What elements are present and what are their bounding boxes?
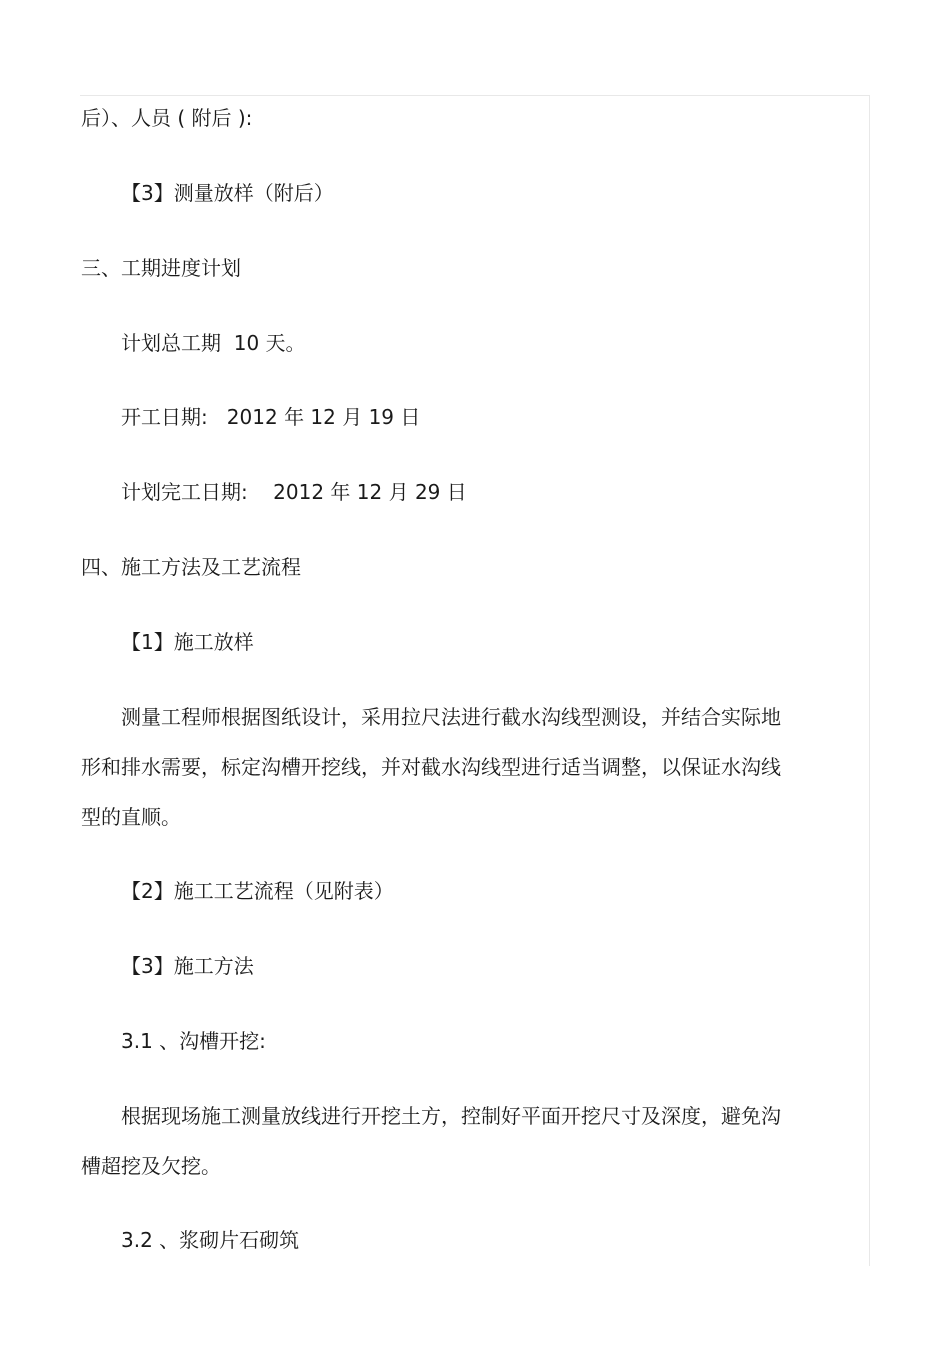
subsection-heading: 【1】施工放样 bbox=[121, 630, 254, 654]
paragraph-line: 形和排水需要，标定沟槽开挖线，并对截水沟线型进行适当调整，以保证水沟线 bbox=[81, 755, 781, 779]
subsection-heading: 3.1 、沟槽开挖: bbox=[121, 1029, 266, 1053]
text-line: 计划总工期 10 天。 bbox=[121, 331, 306, 355]
section-heading: 三、工期进度计划 bbox=[81, 256, 241, 280]
paragraph-line: 型的直顺。 bbox=[81, 805, 181, 829]
text-line: 计划完工日期: 2012 年 12 月 29 日 bbox=[121, 480, 467, 504]
paragraph-line: 测量工程师根据图纸设计，采用拉尺法进行截水沟线型测设，并结合实际地 bbox=[121, 705, 781, 729]
subsection-heading: 【3】施工方法 bbox=[121, 954, 254, 978]
subsection-heading: 【3】测量放样（附后） bbox=[121, 181, 334, 205]
subsection-heading: 【2】施工工艺流程（见附表） bbox=[121, 879, 394, 903]
text-line: 后）、人员 ( 附后 ): bbox=[81, 106, 253, 130]
subsection-heading: 3.2 、浆砌片石砌筑 bbox=[121, 1228, 300, 1252]
paragraph-line: 槽超挖及欠挖。 bbox=[81, 1154, 221, 1178]
text-line: 开工日期: 2012 年 12 月 19 日 bbox=[121, 405, 421, 429]
section-heading: 四、施工方法及工艺流程 bbox=[81, 555, 301, 579]
paragraph-line: 根据现场施工测量放线进行开挖土方，控制好平面开挖尺寸及深度，避免沟 bbox=[121, 1104, 781, 1128]
